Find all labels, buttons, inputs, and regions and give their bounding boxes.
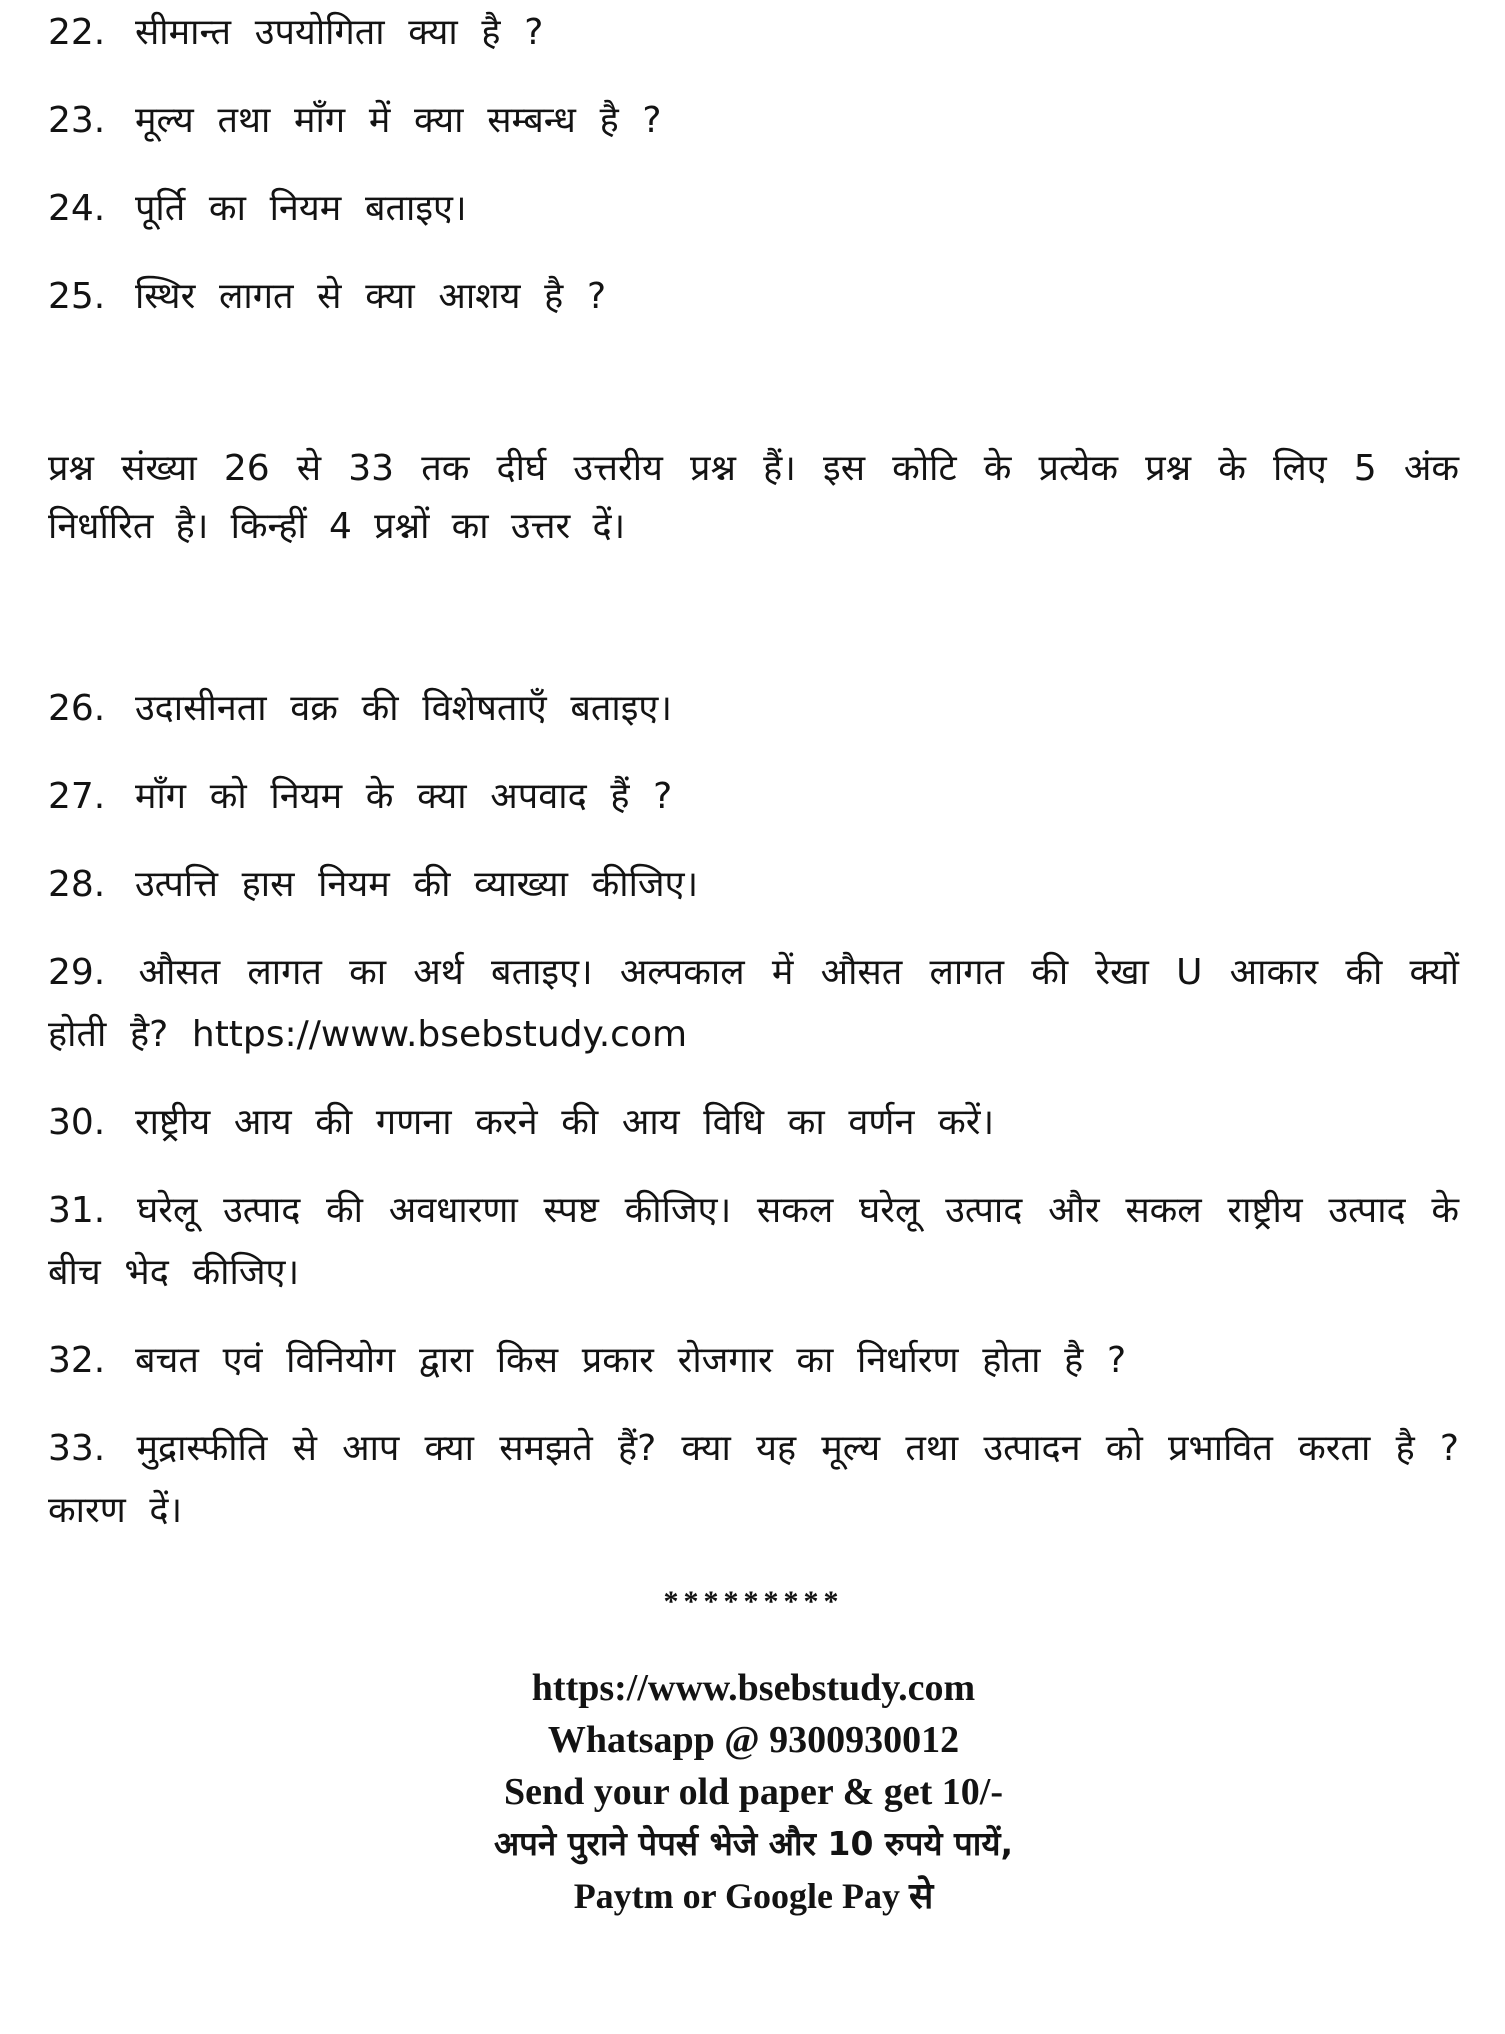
question-number: 22. <box>48 12 106 53</box>
question-number: 23. <box>48 100 106 141</box>
question-number: 24. <box>48 188 106 229</box>
footer-whatsapp-number: Whatsapp @ 9300930012 <box>547 1719 960 1761</box>
question-text: बचत एवं विनियोग द्वारा किस प्रकार रोजगार का निर्धारण होता है ? <box>134 1340 1127 1381</box>
question-item <box>48 1180 1459 1304</box>
question-number: 30. <box>48 1102 106 1143</box>
section-instructions: प्रश्न संख्या 26 से 33 तक दीर्घ उत्तरीय प्रश्न हैं। इस कोटि के प्रत्येक प्रश्न के लिए 5 अंक निर्धारित है। किन्हीं 4 प्रश्नों का उत्तर दें। <box>48 448 1459 547</box>
question-item <box>48 678 1459 740</box>
question-number: 26. <box>48 688 106 729</box>
long-questions-section <box>48 678 1459 1542</box>
question-item <box>48 1330 1459 1392</box>
footer-website-link: https://www.bsebstudy.com <box>531 1667 976 1709</box>
question-text: सीमान्त उपयोगिता क्या है ? <box>134 12 544 53</box>
question-item <box>48 90 1459 152</box>
question-number: 28. <box>48 864 106 905</box>
footer-offer-english: Send your old paper & get 10/- <box>504 1771 1003 1813</box>
question-number: 27. <box>48 776 106 817</box>
question-item <box>48 766 1459 828</box>
question-number: 31. <box>48 1190 106 1231</box>
footer-offer-hindi: अपने पुराने पेपर्स भेजे और 10 रुपये पायें, <box>493 1824 1014 1863</box>
question-item <box>48 854 1459 916</box>
footer-payment-methods: Paytm or Google Pay से <box>573 1876 934 1916</box>
question-text: मूल्य तथा माँग में क्या सम्बन्ध है ? <box>134 100 662 141</box>
question-item <box>48 178 1459 240</box>
question-text: उदासीनता वक्र की विशेषताएँ बताइए। <box>134 688 672 729</box>
question-item <box>48 1092 1459 1154</box>
question-text: स्थिर लागत से क्या आशय है ? <box>134 276 607 317</box>
question-text: मुद्रास्फीति से आप क्या समझते हैं? क्या यह मूल्य तथा उत्पादन को प्रभावित करता है ? कारण दें। <box>48 1428 1459 1531</box>
question-item <box>48 2 1459 64</box>
short-questions-section <box>48 2 1459 328</box>
footer <box>48 1662 1459 1922</box>
question-number: 32. <box>48 1340 106 1381</box>
question-text: पूर्ति का नियम बताइए। <box>134 188 467 229</box>
question-text: माँग को नियम के क्या अपवाद हैं ? <box>134 776 673 817</box>
question-number: 29. <box>48 952 106 993</box>
question-number: 25. <box>48 276 106 317</box>
question-text: उत्पत्ति हास नियम की व्याख्या कीजिए। <box>134 864 699 905</box>
question-number: 33. <box>48 1428 106 1469</box>
question-text: राष्ट्रीय आय की गणना करने की आय विधि का वर्णन करें। <box>134 1102 995 1143</box>
question-item <box>48 266 1459 328</box>
separator-stars: ********* <box>663 1585 844 1618</box>
question-item <box>48 942 1459 1066</box>
question-text: घरेलू उत्पाद की अवधारणा स्पष्ट कीजिए। सकल घरेलू उत्पाद और सकल राष्ट्रीय उत्पाद के बीच भेद कीजिए। <box>48 1190 1459 1293</box>
question-text: औसत लागत का अर्थ बताइए। अल्पकाल में औसत लागत की रेखा U आकार की क्यों होती है? https://www.bsebstudy.com <box>48 952 1459 1055</box>
question-item <box>48 1418 1459 1542</box>
